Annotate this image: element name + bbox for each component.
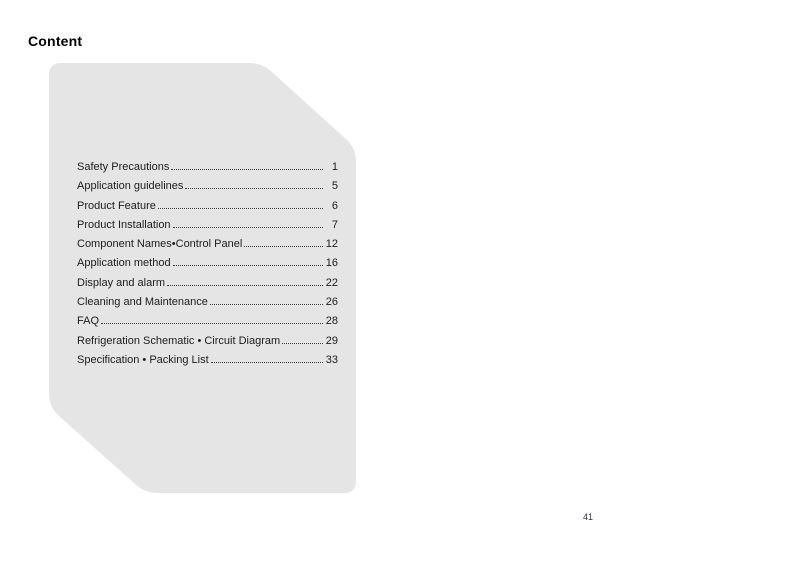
toc-item-page: 7 bbox=[331, 218, 338, 231]
toc-item-page: 26 bbox=[325, 296, 338, 309]
toc-item-page: 12 bbox=[325, 238, 338, 251]
toc-item-title: Display and alarm bbox=[77, 276, 166, 289]
page-number: 41 bbox=[583, 512, 594, 522]
toc-dot-leader bbox=[167, 285, 323, 286]
toc-row bbox=[77, 332, 338, 351]
toc-row bbox=[77, 254, 338, 273]
toc-item-page: 6 bbox=[331, 199, 338, 212]
toc-row bbox=[77, 293, 338, 312]
toc-dot-leader bbox=[185, 188, 323, 189]
toc-row bbox=[77, 197, 338, 216]
page-title: Content bbox=[28, 33, 83, 49]
toc-dot-leader bbox=[173, 227, 323, 228]
toc-dot-leader bbox=[171, 169, 323, 170]
toc-item-title: FAQ bbox=[77, 315, 100, 328]
table-of-contents bbox=[77, 158, 338, 370]
toc-row bbox=[77, 274, 338, 293]
toc-item-title: Application method bbox=[77, 257, 171, 270]
toc-dot-leader bbox=[210, 304, 323, 305]
toc-item-title: Cleaning and Maintenance bbox=[77, 296, 208, 309]
toc-dot-leader bbox=[101, 323, 323, 324]
toc-item-page: 29 bbox=[325, 334, 338, 347]
toc-item-page: 16 bbox=[325, 257, 338, 270]
toc-row bbox=[77, 158, 338, 177]
toc-row bbox=[77, 235, 338, 254]
toc-item-title: Product Installation bbox=[77, 218, 171, 231]
toc-dot-leader bbox=[173, 265, 323, 266]
toc-dot-leader bbox=[244, 246, 323, 247]
toc-item-title: Application guidelines bbox=[77, 180, 184, 193]
toc-item-page: 1 bbox=[331, 161, 338, 173]
toc-dot-leader bbox=[282, 343, 323, 344]
toc-item-page: 33 bbox=[325, 353, 338, 366]
toc-item-title: Specification • Packing List bbox=[77, 353, 209, 366]
toc-dot-leader bbox=[158, 208, 323, 209]
toc-item-page: 28 bbox=[325, 315, 338, 328]
toc-item-page: 22 bbox=[325, 276, 338, 289]
toc-row bbox=[77, 177, 338, 196]
toc-item-page: 5 bbox=[331, 180, 338, 193]
toc-row bbox=[77, 216, 338, 235]
toc-row bbox=[77, 312, 338, 331]
toc-item-title: Safety Precautions bbox=[77, 161, 170, 173]
toc-item-title: Refrigeration Schematic • Circuit Diagram bbox=[77, 334, 281, 347]
toc-item-title: Component Names•Control Panel bbox=[77, 238, 243, 251]
toc-row bbox=[77, 351, 338, 370]
toc-item-title: Product Feature bbox=[77, 199, 156, 212]
toc-dot-leader bbox=[211, 362, 323, 363]
